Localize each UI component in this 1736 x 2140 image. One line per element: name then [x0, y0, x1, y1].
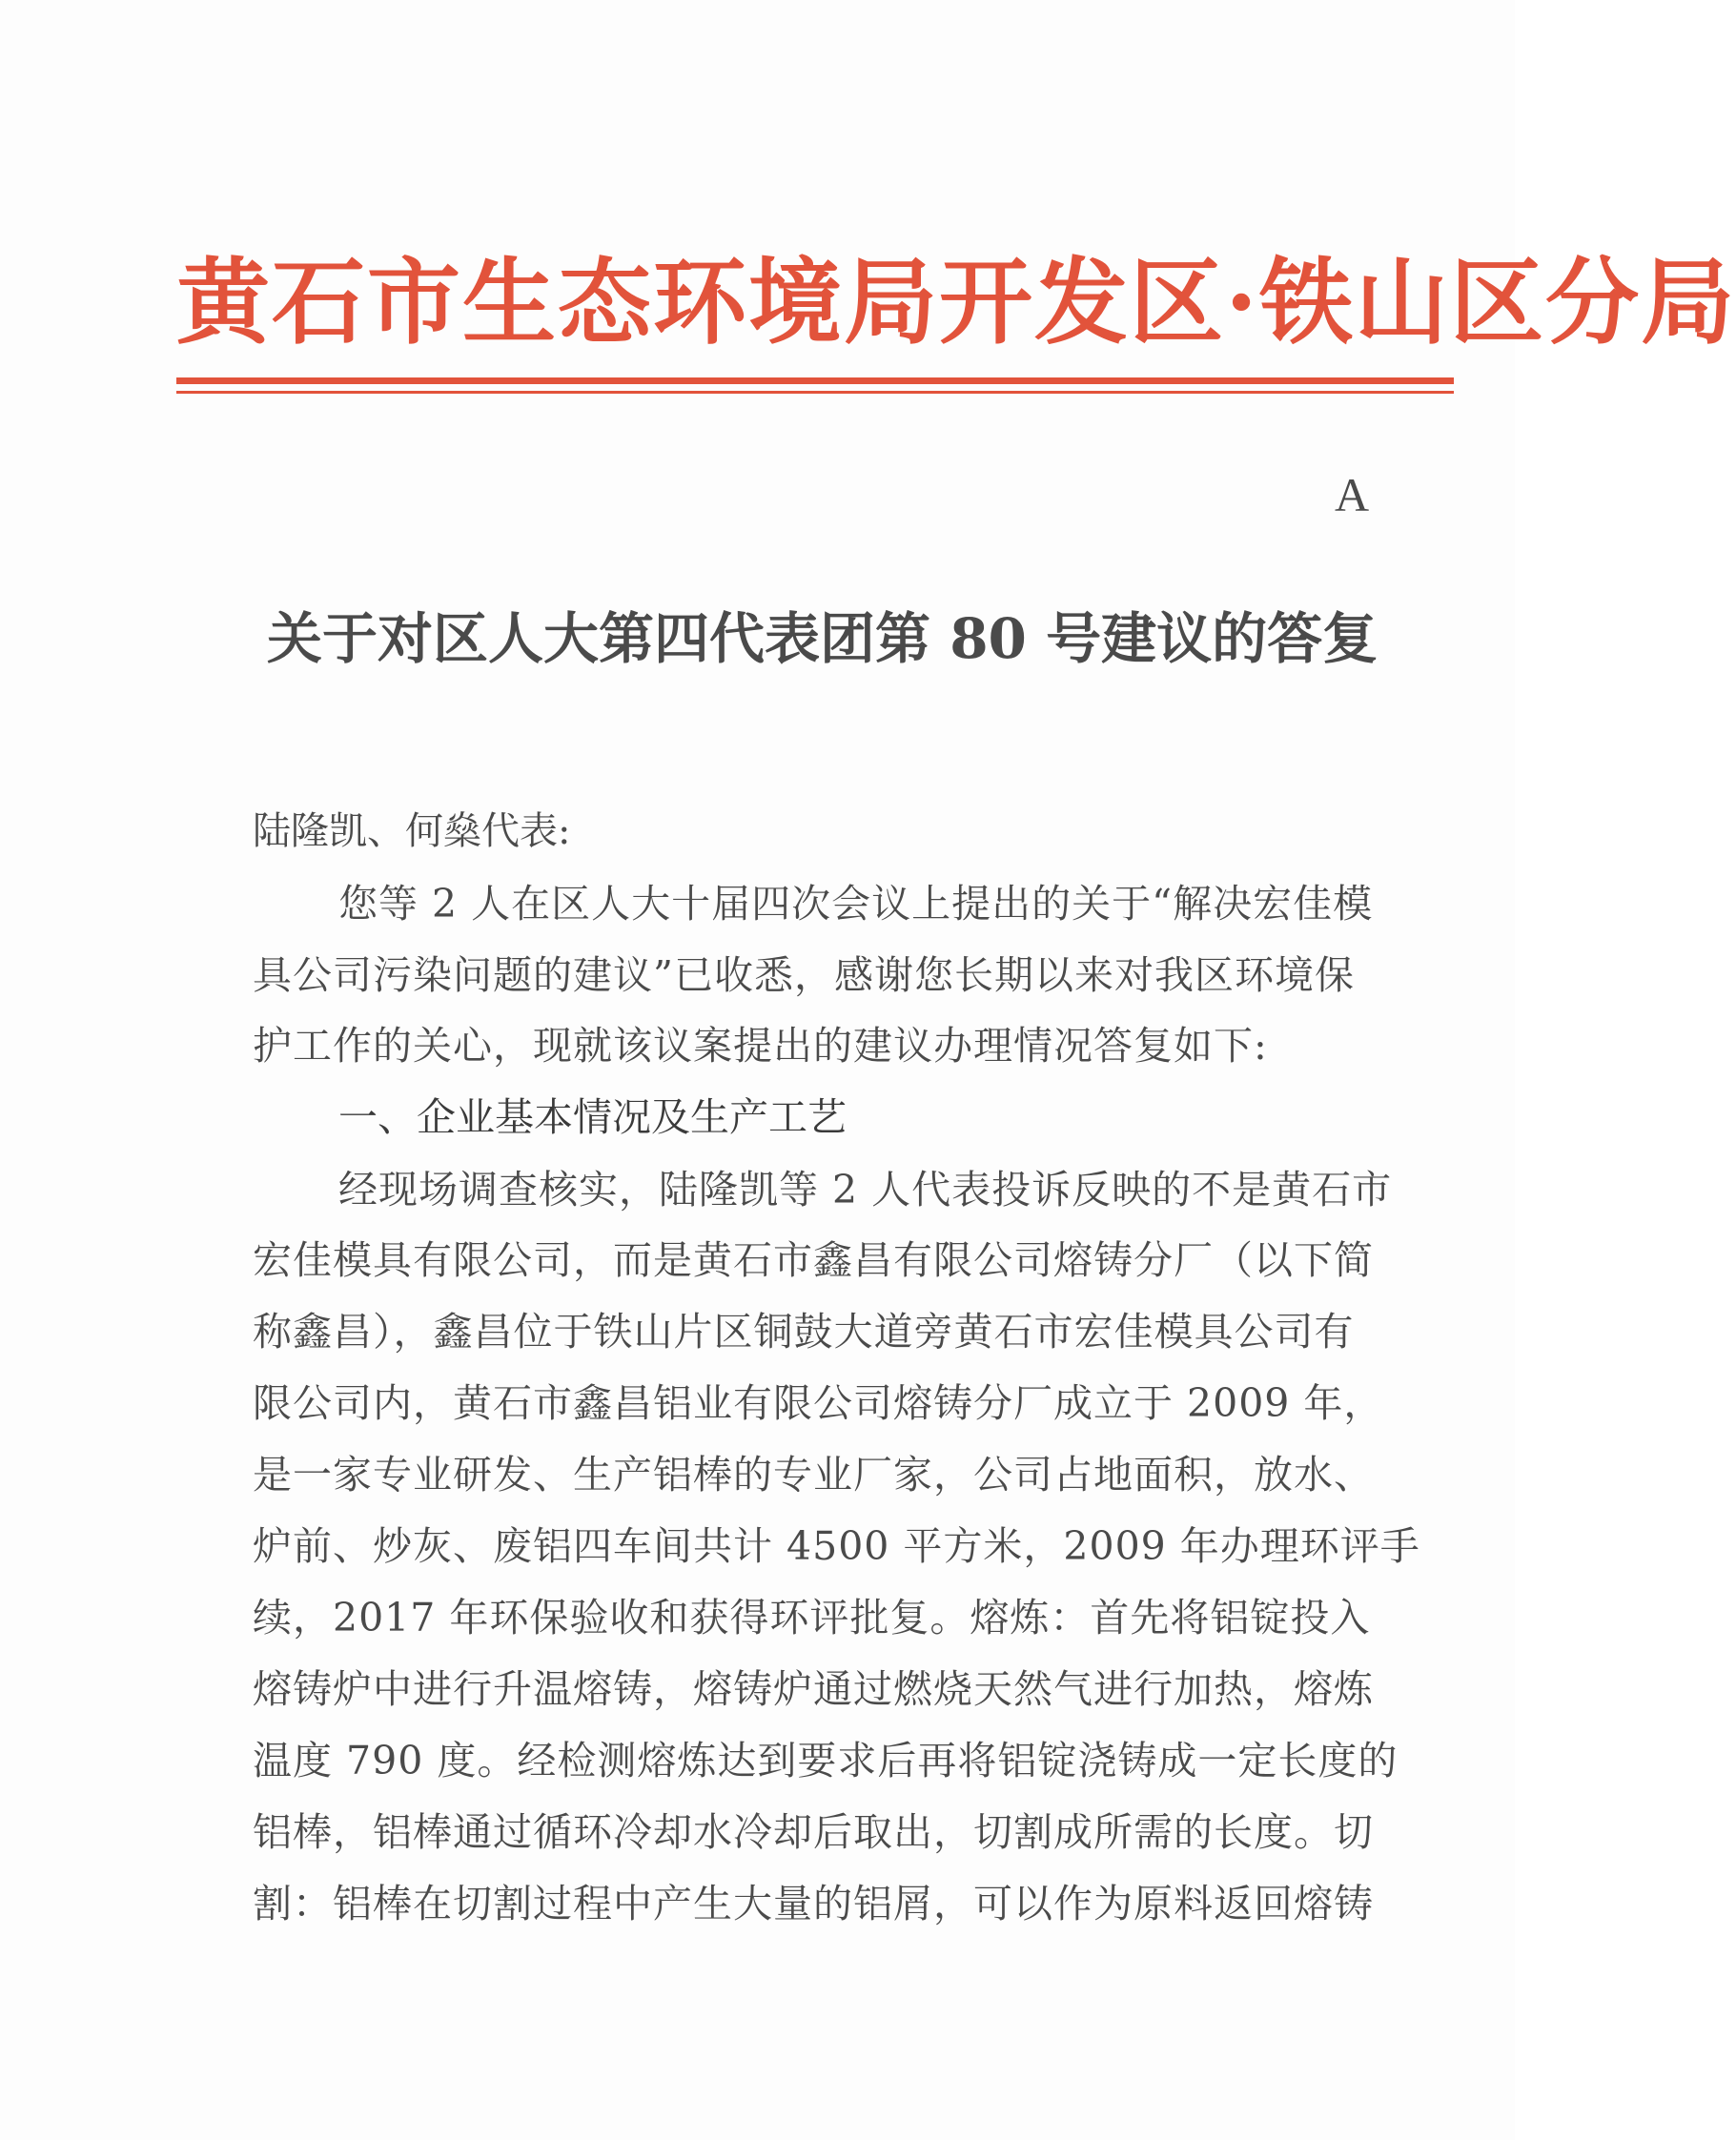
- body-line: 续，2017 年环保验收和获得环评批复。熔炼：首先将铝锭投入: [253, 1595, 1371, 1641]
- body-line: 宏佳模具有限公司，而是黄石市鑫昌有限公司熔铸分厂（以下简: [253, 1237, 1374, 1283]
- body-line: 熔铸炉中进行升温熔铸，熔铸炉通过燃烧天然气进行加热，熔炼: [253, 1666, 1374, 1712]
- body-line: 温度 790 度。经检测熔炼达到要求后再将铝锭浇铸成一定长度的: [253, 1738, 1399, 1783]
- body-line: 限公司内，黄石市鑫昌铝业有限公司熔铸分厂成立于 2009 年，: [253, 1380, 1384, 1426]
- body-line: 您等 2 人在区人大十届四次会议上提出的关于“解决宏佳模: [338, 881, 1374, 927]
- letterhead-title: 黄石市生态环境局开发区·铁山区分局: [176, 248, 1736, 357]
- body-line: 割：铝棒在切割过程中产生大量的铝屑，可以作为原料返回熔铸: [253, 1881, 1374, 1926]
- body-line: 是一家专业研发、生产铝棒的专业厂家，公司占地面积，放水、: [253, 1452, 1374, 1498]
- letterhead-rule-thin: [176, 391, 1454, 394]
- body-line: 铝棒，铝棒通过循环冷却水冷却后取出，切割成所需的长度。切: [253, 1809, 1374, 1855]
- body-line: 炉前、炒灰、废铝四车间共计 4500 平方米，2009 年办理环评手: [253, 1523, 1420, 1569]
- body-line: 护工作的关心，现就该议案提出的建议办理情况答复如下:: [253, 1023, 1268, 1069]
- body-line: 具公司污染问题的建议”已收悉，感谢您长期以来对我区环境保: [253, 952, 1355, 998]
- document-mark: A: [1335, 468, 1370, 521]
- letterhead-rule-thick: [176, 377, 1454, 384]
- body-line: 称鑫昌），鑫昌位于铁山片区铜鼓大道旁黄石市宏佳模具公司有: [253, 1309, 1355, 1355]
- section-heading: 一、企业基本情况及生产工艺: [338, 1094, 847, 1140]
- document-title: 关于对区人大第四代表团第 80 号建议的答复: [267, 606, 1379, 671]
- salutation: 陆隆凯、何燊代表:: [253, 809, 571, 853]
- body-line: 经现场调查核实，陆隆凯等 2 人代表投诉反映的不是黄石市: [338, 1167, 1393, 1213]
